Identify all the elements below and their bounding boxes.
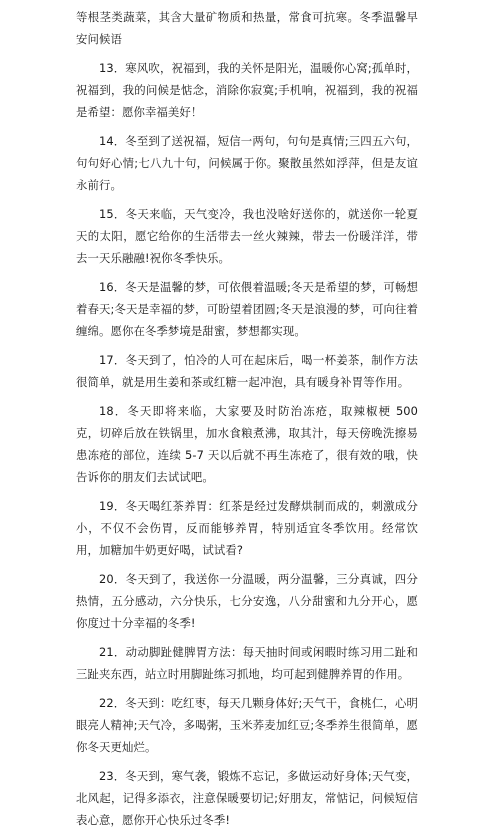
paragraph-4: 15．冬天来临，天气变冷，我也没啥好送你的，就送你一轮夏天的太阳，愿它给你的生活带去一丝火辣辣，带去一份暖洋洋，带去一天乐融融!祝你冬季快乐。 <box>76 207 418 265</box>
paragraph-12: 23．冬天到，寒气袭，锻炼不忘记，多做运动好身体;天气变，北风起，记得多添衣，注意保暖要切记;好朋友，常惦记，问候短信表心意，愿你开心快乐过冬季! <box>76 769 418 827</box>
paragraph-1: 等根茎类蔬菜，其含大量矿物质和热量，常食可抗寒。冬季温馨早安问候语 <box>76 10 418 46</box>
paragraph-8: 19．冬天喝红茶养胃：红茶是经过发酵烘制而成的，刺激成分小，不仅不会伤胃，反而能够养胃，特别适宜冬季饮用。经常饮用，加糖加牛奶更好喝，试试看? <box>76 499 418 557</box>
paragraph-7: 18．冬天即将来临，大家要及时防治冻疮，取辣椒梗 500 克，切碎后放在铁锅里，加水食粮煮沸，取其汁，每天傍晚洗擦易患冻疮的部位，连续 5-7 天以后就不再生冻疮了，很有效的哦，快告诉你的朋友们去试试吧。 <box>76 404 418 484</box>
paragraph-2: 13．寒风吹，祝福到，我的关怀是阳光，温暖你心窝;孤单时，祝福到，我的问候是惦念，消除你寂寞;手机响，祝福到，我的祝福是希望：愿你幸福美好！ <box>76 61 418 119</box>
paragraph-10: 21．动动脚趾健脾胃方法：每天抽时间或闲暇时练习用二趾和三趾夹东西，站立时用脚趾练习抓地，均可起到健脾养胃的作用。 <box>76 645 418 681</box>
paragraph-6: 17．冬天到了，怕冷的人可在起床后，喝一杯姜茶，制作方法很简单，就是用生姜和茶或红糖一起冲泡，具有暖身补胃等作用。 <box>76 353 418 389</box>
paragraph-9: 20．冬天到了，我送你一分温暖，两分温馨，三分真诚，四分热情，五分感动，六分快乐，七分安逸，八分甜蜜和九分开心，愿你度过十分幸福的冬季! <box>76 572 418 630</box>
paragraph-11: 22．冬天到：吃红枣，每天几颗身体好;天气干，食桃仁，心明眼亮人精神;天气冷，多喝粥，玉米荞麦加红豆;冬季养生很简单，愿你冬天更灿烂。 <box>76 696 418 754</box>
paragraph-5: 16．冬天是温馨的梦，可依偎着温暖;冬天是希望的梦，可畅想着春天;冬天是幸福的梦，可盼望着团圆;冬天是浪漫的梦，可向往着缠绵。愿你在冬季梦境是甜蜜，梦想都实现。 <box>76 280 418 338</box>
paragraph-3: 14．冬至到了送祝福，短信一两句，句句是真情;三四五六句，句句好心情;七八九十句，问候属于你。聚散虽然如浮萍，但是友谊永前行。 <box>76 134 418 192</box>
